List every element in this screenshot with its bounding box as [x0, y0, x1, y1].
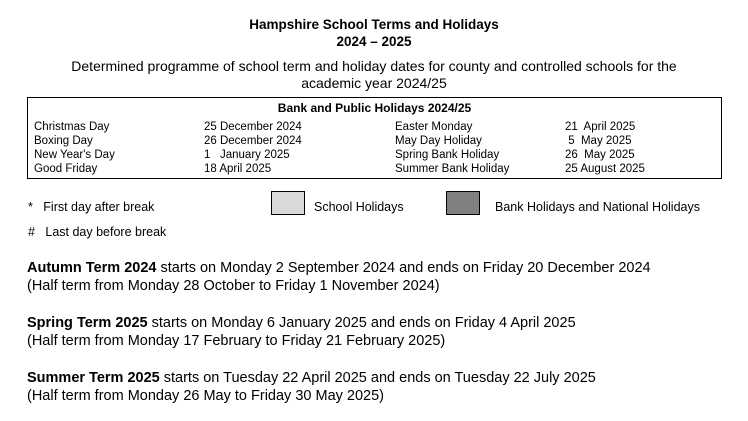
holiday-date: 26 December 2024 [204, 135, 302, 147]
holiday-date: 26 May 2025 [565, 149, 635, 161]
autumn-term [27, 259, 727, 295]
half-term: (Half term from Monday 17 February to Friday 21 February 2025) [27, 333, 446, 349]
bank-holidays-label: Bank Holidays and National Holidays [495, 200, 700, 214]
holiday-row [34, 134, 714, 148]
holiday-date: 21 April 2025 [565, 121, 636, 133]
term-name: Summer Term 2025 [27, 370, 160, 386]
holiday-date: 25 December 2024 [204, 121, 302, 133]
first-day-note: * First day after break [28, 200, 155, 214]
holiday-name: Good Friday [34, 163, 98, 175]
academic-year: 2024 – 2025 [336, 34, 412, 49]
holiday-name: Christmas Day [34, 121, 110, 133]
holiday-row [34, 148, 714, 162]
bank-holidays-swatch [446, 191, 480, 215]
holiday-name: Boxing Day [34, 135, 93, 147]
holiday-name: Summer Bank Holiday [395, 163, 510, 175]
half-term: (Half term from Monday 28 October to Friday 1 November 2024) [27, 278, 440, 294]
summer-term [27, 369, 727, 405]
term-dates: starts on Monday 2 September 2024 and ends on Friday 20 December 2024 [156, 260, 651, 276]
term-dates: starts on Tuesday 22 April 2025 and ends on Tuesday 22 July 2025 [159, 370, 596, 386]
school-holidays-label: School Holidays [314, 200, 404, 214]
holiday-date: 1 January 2025 [204, 149, 290, 161]
holiday-row [34, 120, 714, 134]
holiday-row [34, 162, 714, 176]
bank-holidays-box [27, 97, 722, 179]
half-term: (Half term from Monday 26 May to Friday 30 May 2025) [27, 388, 384, 404]
holiday-date: 18 April 2025 [204, 163, 272, 175]
spring-term [27, 314, 727, 350]
bank-holidays-table [34, 120, 714, 176]
page-title: Hampshire School Terms and Holidays [249, 17, 499, 32]
holiday-date: 25 August 2025 [565, 163, 645, 175]
term-name: Autumn Term 2024 [27, 260, 157, 276]
holiday-name: Easter Monday [395, 121, 473, 133]
page-subtitle: Determined programme of school term and holiday dates for county and controlled schools for the academic year 2024/25 [71, 58, 677, 91]
bank-holidays-title: Bank and Public Holidays 2024/25 [277, 101, 472, 115]
term-name: Spring Term 2025 [27, 315, 148, 331]
school-holidays-swatch [271, 191, 305, 215]
term-dates: starts on Monday 6 January 2025 and ends on Friday 4 April 2025 [147, 315, 576, 331]
holiday-name: New Year's Day [34, 149, 115, 161]
last-day-note: # Last day before break [28, 225, 167, 239]
holiday-name: May Day Holiday [395, 135, 482, 147]
holiday-date: 5 May 2025 [565, 135, 632, 147]
holiday-name: Spring Bank Holiday [395, 149, 500, 161]
